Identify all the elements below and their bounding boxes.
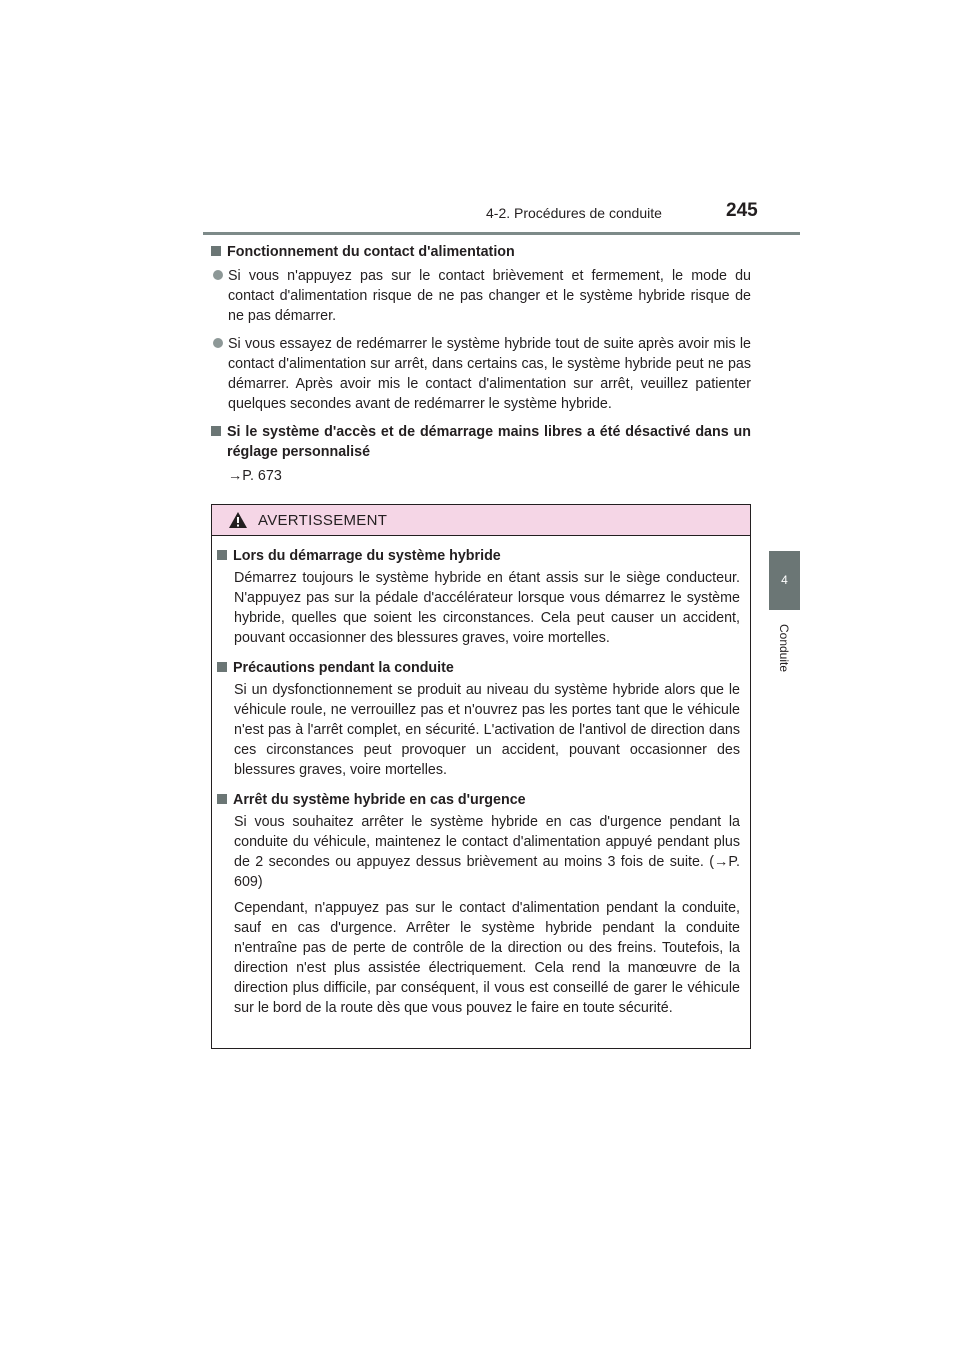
section-title: 4-2. Procédures de conduite (486, 205, 662, 221)
warning-paragraph: Démarrez toujours le système hybride en étant assis sur le siège conducteur. N'appuyez pas sur la pédale d'accélérateur lorsque vous démarrez le système hybride, quelles que soient les circonstances. Cela peut causer un accident, pouvant occasionner des blessures graves, voire mortelles. (234, 570, 740, 646)
warning-paragraph: Si vous souhaitez arrêter le système hybride en cas d'urgence pendant la conduite du véhicule, maintenez le contact d'alimentation appuyé pendant plus de 2 secondes ou appuyez dessus brièvement au moins 3 fois de suite. (→P. 609) (234, 814, 740, 890)
warning-section-heading-text: Arrêt du système hybride en cas d'urgence (233, 792, 526, 808)
warning-body (212, 536, 750, 1018)
warning-box (211, 504, 751, 1049)
warning-header (212, 505, 750, 536)
warning-section-heading (217, 658, 740, 678)
warning-title: AVERTISSEMENT (258, 511, 388, 529)
warning-paragraph: Si un dysfonctionnement se produit au niveau du système hybride alors que le véhicule roule, ne verrouillez pas et n'ouvrez pas les portes tant que le véhicule n'est pas à l'arrêt complet, en sécurité. L'activation de l'antivol de direction dans ces circonstances peut provoquer un accident, pouvant occasionner des blessures graves, voire mortelles. (234, 682, 740, 778)
warning-section-heading-text: Précautions pendant la conduite (233, 660, 454, 676)
square-bullet-icon (217, 662, 227, 672)
chapter-tab (769, 551, 800, 610)
list-item (211, 266, 751, 326)
section-heading (211, 242, 751, 262)
square-bullet-icon (217, 550, 227, 560)
list-item-text: Si vous n'appuyez pas sur le contact brièvement et fermement, le mode du contact d'alimentation risque de ne pas changer et le système hybride risque de ne pas démarrer. (228, 268, 751, 324)
list-item-text: Si vous essayez de redémarrer le système hybride tout de suite après avoir mis le contact d'alimentation sur arrêt, dans certains cas, le système hybride peut ne pas démarrer. Après avoir mis le contact d'alimentation sur arrêt, veuillez patienter quelques secondes avant de redémarrer le système hybride. (228, 336, 751, 412)
warning-paragraph: Cependant, n'appuyez pas sur le contact d'alimentation pendant la conduite, sauf en cas d'urgence. Arrêter le système hybride pendant la conduite n'entraîne pas de perte de contrôle de la direction ou des freins. Toutefois, la direction n'est plus assistée électriquement. Cela rend la manœuvre de la direction plus difficile, par conséquent, il vous est conseillé de garer le véhicule sur le bord de la route dès que vous pouvez le faire en toute sécurité. (234, 900, 740, 1016)
circle-bullet-icon (213, 270, 223, 280)
page-number: 245 (726, 200, 758, 221)
chapter-label: Conduite (777, 623, 792, 673)
page-reference: →P. 673 (228, 468, 282, 484)
section-heading (211, 422, 751, 462)
square-bullet-icon (217, 794, 227, 804)
square-bullet-icon (211, 246, 221, 256)
circle-bullet-icon (213, 338, 223, 348)
chapter-label-container (769, 616, 800, 680)
header-divider (203, 232, 800, 235)
chapter-number: 4 (781, 573, 788, 587)
warning-triangle-icon (228, 511, 248, 529)
list-item (211, 334, 751, 414)
section-heading-text: Si le système d'accès et de démarrage mains libres a été désactivé dans un réglage personnalisé (227, 424, 751, 460)
main-content (211, 242, 751, 486)
warning-section-heading (217, 790, 740, 810)
warning-section-heading (217, 546, 740, 566)
section-heading-text: Fonctionnement du contact d'alimentation (227, 244, 515, 260)
warning-section-heading-text: Lors du démarrage du système hybride (233, 548, 501, 564)
square-bullet-icon (211, 426, 221, 436)
